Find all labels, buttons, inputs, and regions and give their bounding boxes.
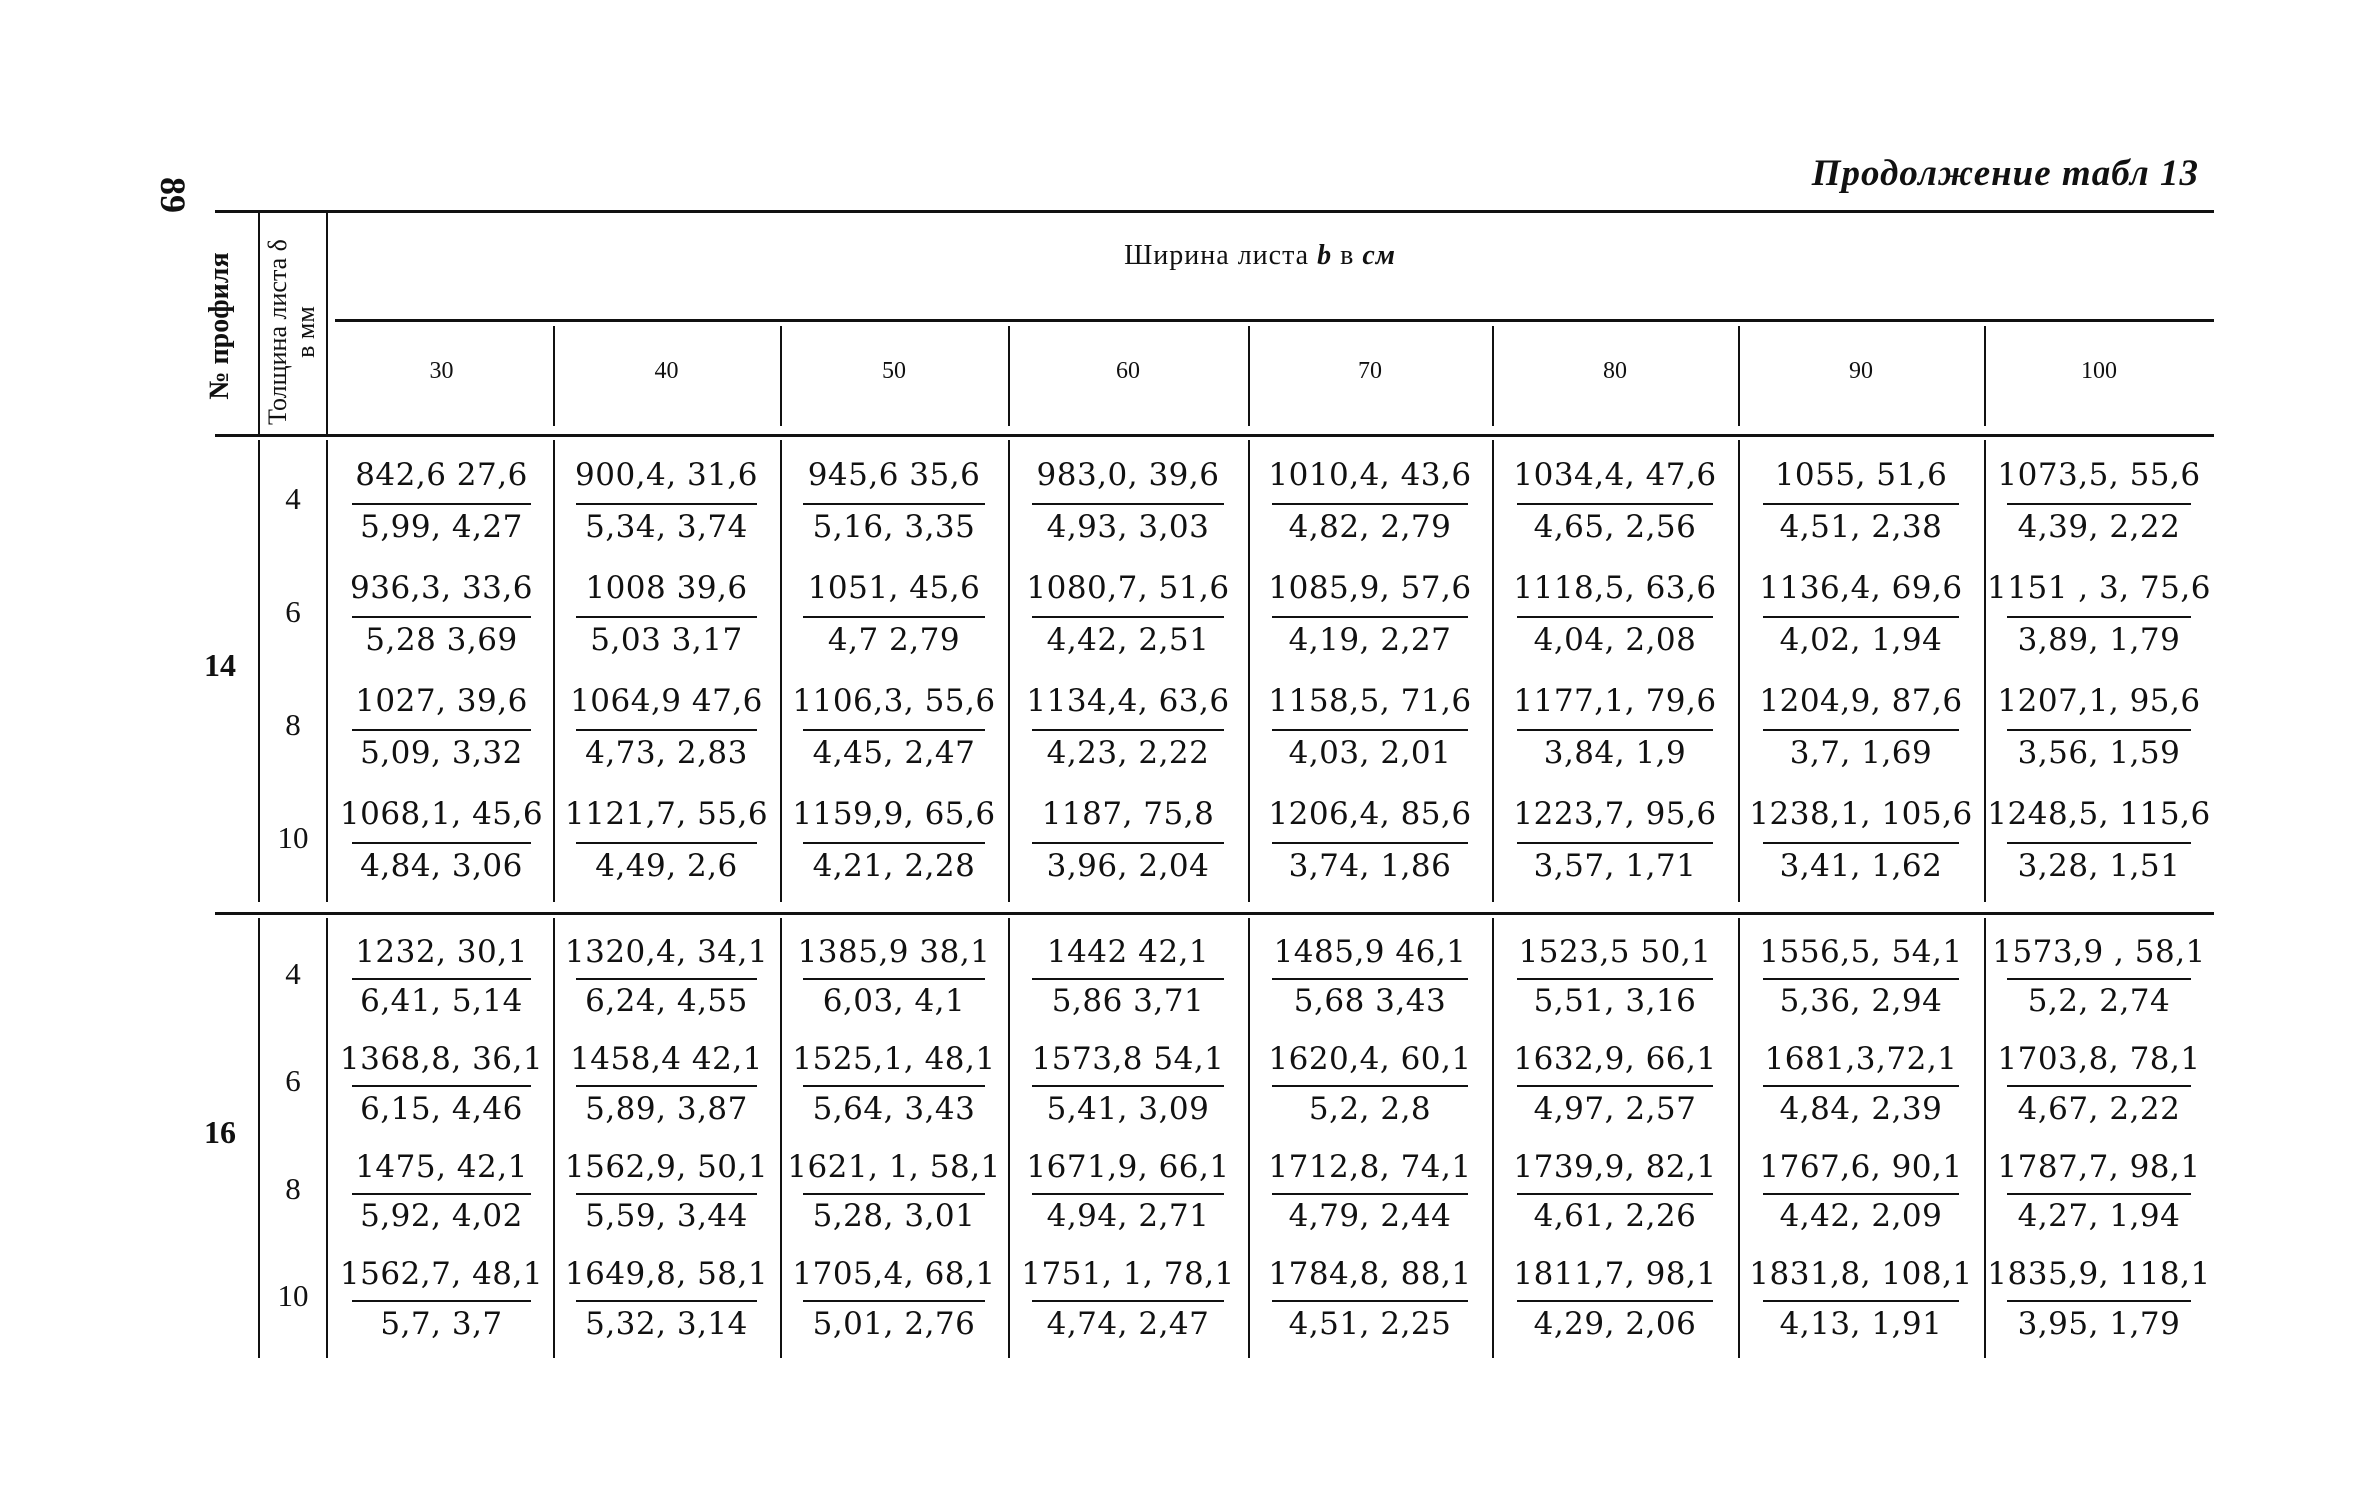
header-column-divider — [1248, 326, 1250, 426]
cell-denominator: 3,95, 1,79 — [2017, 1305, 2181, 1342]
cell-numerator: 1320,4, 34,1 — [564, 933, 769, 970]
column-header-70: 70 — [1358, 358, 1382, 384]
fraction-line — [1032, 1193, 1224, 1195]
table-cell — [1248, 1247, 1492, 1355]
fraction-line — [1272, 729, 1467, 731]
cell-denominator: 4,42, 2,51 — [1046, 621, 1210, 658]
cell-denominator: 5,64, 3,43 — [812, 1090, 976, 1127]
cell-numerator: 1811,7, 98,1 — [1513, 1256, 1717, 1293]
cell-numerator: 1523,5 50,1 — [1518, 933, 1712, 970]
cell-denominator: 5,68 3,43 — [1293, 983, 1447, 1020]
cell-numerator: 983,0, 39,6 — [1036, 456, 1220, 493]
cell-denominator: 5,01, 2,76 — [812, 1305, 976, 1342]
cell-denominator: 5,7, 3,7 — [380, 1305, 503, 1342]
table-cell — [330, 1032, 553, 1140]
fraction-line — [1517, 729, 1714, 731]
profile-header: № профиля — [204, 252, 235, 400]
cell-numerator: 1134,4, 63,6 — [1026, 682, 1230, 719]
table-cell — [553, 446, 780, 559]
cell-denominator: 4,73, 2,83 — [585, 734, 748, 771]
table-cell — [1984, 1247, 2214, 1355]
cell-denominator: 3,41, 1,62 — [1779, 847, 1943, 884]
fraction-line — [2007, 842, 2191, 844]
fraction-line — [352, 503, 530, 505]
fraction-line — [2007, 1085, 2191, 1087]
table-cell — [1984, 785, 2214, 898]
fraction-line — [576, 842, 758, 844]
fraction-line — [803, 616, 985, 618]
table-cell — [1248, 446, 1492, 559]
cell-denominator: 5,86 3,71 — [1051, 983, 1205, 1020]
table-cell — [1248, 924, 1492, 1032]
table-cell — [330, 446, 553, 559]
fraction-line — [2007, 503, 2191, 505]
cell-numerator: 1177,1, 79,6 — [1513, 682, 1717, 719]
cell-denominator: 3,7, 1,69 — [1789, 734, 1933, 771]
table-cell — [780, 1247, 1008, 1355]
fraction-line — [1032, 842, 1224, 844]
table-cell — [553, 924, 780, 1032]
cell-numerator: 900,4, 31,6 — [575, 456, 758, 493]
cell-denominator: 4,67, 2,22 — [2017, 1090, 2181, 1127]
table-cell — [1984, 672, 2214, 785]
fraction-line — [352, 616, 530, 618]
fraction-line — [1517, 616, 1714, 618]
thickness-value: 8 — [285, 706, 301, 742]
rule-header-bottom — [215, 434, 2214, 437]
header-column-divider — [1008, 326, 1010, 426]
fraction-line — [352, 1300, 530, 1302]
cell-numerator: 1121,7, 55,6 — [564, 795, 769, 832]
cell-denominator: 4,82, 2,79 — [1288, 508, 1452, 545]
fraction-line — [1763, 1300, 1960, 1302]
fraction-line — [352, 842, 530, 844]
cell-numerator: 1703,8, 78,1 — [1997, 1041, 2201, 1078]
table-cell — [1248, 559, 1492, 672]
cell-numerator: 1204,9, 87,6 — [1759, 682, 1963, 719]
table-cell — [1248, 1032, 1492, 1140]
fraction-line — [1032, 978, 1224, 980]
cell-denominator: 5,59, 3,44 — [585, 1198, 748, 1235]
cell-denominator: 4,42, 2,09 — [1779, 1198, 1943, 1235]
cell-numerator: 1106,3, 55,6 — [792, 682, 996, 719]
thickness-header: Толщина листа δ в мм — [263, 239, 320, 425]
table-cell — [1492, 924, 1738, 1032]
cell-numerator: 1442 42,1 — [1046, 933, 1210, 970]
profile-number: 14 — [204, 647, 236, 683]
cell-numerator: 1055, 51,6 — [1774, 456, 1948, 493]
fraction-line — [352, 1085, 530, 1087]
width-header-var: b — [1317, 240, 1333, 271]
cell-denominator: 4,74, 2,47 — [1046, 1305, 1210, 1342]
cell-numerator: 1621, 1, 58,1 — [787, 1148, 1001, 1185]
cell-denominator: 4,49, 2,6 — [595, 847, 738, 884]
table-cell — [1008, 924, 1248, 1032]
cell-denominator: 6,41, 5,14 — [360, 983, 523, 1020]
profile-number: 16 — [204, 1114, 236, 1150]
cell-numerator: 1068,1, 45,6 — [339, 795, 544, 832]
cell-numerator: 1562,7, 48,1 — [339, 1256, 544, 1293]
table-cell — [1248, 1139, 1492, 1247]
cell-denominator: 4,39, 2,22 — [2017, 508, 2181, 545]
table-cell — [553, 1247, 780, 1355]
cell-denominator: 5,92, 4,02 — [360, 1198, 523, 1235]
header-column-divider — [1492, 326, 1494, 426]
table-cell — [553, 1139, 780, 1247]
fraction-line — [1032, 1085, 1224, 1087]
cell-denominator: 4,79, 2,44 — [1288, 1198, 1452, 1235]
cell-numerator: 1562,9, 50,1 — [564, 1148, 769, 1185]
cell-denominator: 5,16, 3,35 — [812, 508, 976, 545]
cell-numerator: 1712,8, 74,1 — [1268, 1148, 1472, 1185]
width-header-text: Ширина листа — [1124, 240, 1318, 271]
cell-denominator: 4,03, 2,01 — [1288, 734, 1452, 771]
cell-denominator: 3,89, 1,79 — [2017, 621, 2181, 658]
cell-denominator: 4,23, 2,22 — [1046, 734, 1210, 771]
cell-denominator: 5,32, 3,14 — [585, 1305, 748, 1342]
table-cell — [1008, 559, 1248, 672]
fraction-line — [1032, 503, 1224, 505]
cell-numerator: 1649,8, 58,1 — [564, 1256, 769, 1293]
table-cell — [780, 446, 1008, 559]
cell-denominator: 4,45, 2,47 — [812, 734, 976, 771]
fraction-line — [576, 503, 758, 505]
table-cell — [1008, 446, 1248, 559]
thickness-value: 10 — [277, 1278, 309, 1314]
cell-denominator: 5,2, 2,8 — [1308, 1090, 1432, 1127]
table-cell — [1738, 785, 1984, 898]
table-cell — [330, 1247, 553, 1355]
fraction-line — [576, 729, 758, 731]
fraction-line — [1272, 842, 1467, 844]
table-cell — [780, 785, 1008, 898]
table-cell — [1738, 559, 1984, 672]
fraction-line — [1763, 729, 1960, 731]
fraction-line — [1763, 978, 1960, 980]
cell-numerator: 936,3, 33,6 — [350, 569, 533, 606]
fraction-line — [1272, 503, 1467, 505]
fraction-line — [1517, 842, 1714, 844]
cell-denominator: 3,56, 1,59 — [2017, 734, 2181, 771]
cell-numerator: 1080,7, 51,6 — [1026, 569, 1230, 606]
cell-numerator: 842,6 27,6 — [355, 456, 528, 493]
fraction-line — [803, 842, 985, 844]
cell-denominator: 4,84, 2,39 — [1779, 1090, 1943, 1127]
cell-numerator: 1136,4, 69,6 — [1759, 569, 1963, 606]
table-cell — [1738, 1139, 1984, 1247]
thickness-value: 6 — [285, 1063, 301, 1099]
cell-numerator: 1573,8 54,1 — [1031, 1041, 1225, 1078]
cell-numerator: 1248,5, 115,6 — [1987, 795, 2211, 832]
table-cell — [1008, 1139, 1248, 1247]
table-cell — [1008, 1032, 1248, 1140]
cell-numerator: 1671,9, 66,1 — [1026, 1148, 1230, 1185]
table-cell — [780, 672, 1008, 785]
cell-numerator: 1010,4, 43,6 — [1268, 456, 1472, 493]
table-cell — [553, 672, 780, 785]
cell-numerator: 1751, 1, 78,1 — [1021, 1256, 1235, 1293]
table-caption: Продолжение табл 13 — [1811, 153, 2199, 194]
table-cell — [330, 672, 553, 785]
fraction-line — [1032, 1300, 1224, 1302]
width-header-unit: см — [1362, 240, 1396, 271]
rule-width-sub — [335, 319, 2214, 322]
cell-numerator: 1458,4 42,1 — [570, 1041, 763, 1078]
table-cell — [1008, 672, 1248, 785]
cell-denominator: 4,61, 2,26 — [1533, 1198, 1697, 1235]
fraction-line — [803, 1300, 985, 1302]
table-cell — [330, 785, 553, 898]
cell-numerator: 1034,4, 47,6 — [1513, 456, 1717, 493]
cell-numerator: 1051, 45,6 — [807, 569, 981, 606]
table-cell — [1492, 785, 1738, 898]
header-column-divider — [1984, 326, 1986, 426]
width-header-in: в — [1332, 240, 1363, 271]
fraction-line — [1763, 842, 1960, 844]
table-cell — [1492, 446, 1738, 559]
table-cell — [1738, 446, 1984, 559]
table-cell — [1248, 785, 1492, 898]
page-number: 89 — [153, 177, 193, 213]
fraction-line — [1517, 1085, 1714, 1087]
cell-denominator: 5,99, 4,27 — [360, 508, 523, 545]
cell-numerator: 1739,9, 82,1 — [1513, 1148, 1717, 1185]
table-cell — [1738, 672, 1984, 785]
column-header-50: 50 — [882, 358, 906, 384]
cell-numerator: 1027, 39,6 — [355, 682, 528, 719]
thickness-value: 10 — [277, 819, 309, 855]
fraction-line — [576, 1193, 758, 1195]
cell-denominator: 4,29, 2,06 — [1533, 1305, 1697, 1342]
cell-denominator: 4,65, 2,56 — [1533, 508, 1697, 545]
cell-denominator: 3,84, 1,9 — [1543, 734, 1687, 771]
table-cell — [1492, 1139, 1738, 1247]
width-header — [330, 240, 2190, 272]
cell-denominator: 4,94, 2,71 — [1046, 1198, 1210, 1235]
fraction-line — [1517, 1193, 1714, 1195]
cell-denominator: 4,27, 1,94 — [2017, 1198, 2181, 1235]
cell-denominator: 5,89, 3,87 — [585, 1090, 748, 1127]
cell-numerator: 1158,5, 71,6 — [1268, 682, 1472, 719]
fraction-line — [1272, 616, 1467, 618]
table-cell — [553, 785, 780, 898]
thickness-value: 4 — [285, 955, 301, 991]
cell-numerator: 1207,1, 95,6 — [1997, 682, 2201, 719]
cell-numerator: 1681,3,72,1 — [1764, 1041, 1958, 1078]
cell-denominator: 4,04, 2,08 — [1533, 621, 1697, 658]
header-column-divider — [1738, 326, 1740, 426]
cell-denominator: 5,28 3,69 — [365, 621, 518, 658]
table-cell — [780, 559, 1008, 672]
table-cell — [1492, 1247, 1738, 1355]
cell-numerator: 1118,5, 63,6 — [1513, 569, 1717, 606]
cell-numerator: 1206,4, 85,6 — [1268, 795, 1472, 832]
cell-numerator: 1787,7, 98,1 — [1997, 1148, 2201, 1185]
cell-denominator: 3,57, 1,71 — [1533, 847, 1697, 884]
table-cell — [553, 1032, 780, 1140]
header-column-divider — [780, 326, 782, 426]
cell-numerator: 1159,9, 65,6 — [792, 795, 996, 832]
column-header-30: 30 — [429, 358, 454, 384]
table-cell — [1492, 1032, 1738, 1140]
cell-numerator: 1705,4, 68,1 — [792, 1256, 996, 1293]
thickness-value: 4 — [285, 480, 301, 516]
cell-denominator: 4,7 2,79 — [827, 621, 961, 658]
cell-denominator: 4,97, 2,57 — [1533, 1090, 1697, 1127]
cell-denominator: 6,03, 4,1 — [822, 983, 966, 1020]
cell-numerator: 1187, 75,8 — [1041, 795, 1215, 832]
column-header-40: 40 — [654, 358, 679, 384]
table-cell — [780, 1139, 1008, 1247]
fraction-line — [352, 978, 530, 980]
fraction-line — [2007, 729, 2191, 731]
rule-top — [215, 210, 2214, 213]
table-cell — [553, 559, 780, 672]
cell-numerator: 1784,8, 88,1 — [1268, 1256, 1472, 1293]
fraction-line — [1272, 978, 1467, 980]
cell-numerator: 1151 , 3, 75,6 — [1987, 569, 2211, 606]
fraction-line — [2007, 978, 2191, 980]
cell-denominator: 4,21, 2,28 — [812, 847, 976, 884]
cell-numerator: 1238,1, 105,6 — [1749, 795, 1973, 832]
cell-numerator: 1835,9, 118,1 — [1987, 1256, 2211, 1293]
header-vrule-thickness — [326, 213, 328, 435]
cell-numerator: 1085,9, 57,6 — [1268, 569, 1472, 606]
column-header-90: 90 — [1849, 358, 1873, 384]
cell-denominator: 5,03 3,17 — [590, 621, 743, 658]
fraction-line — [1763, 616, 1960, 618]
table-cell — [1248, 672, 1492, 785]
cell-numerator: 1556,5, 54,1 — [1759, 933, 1963, 970]
table-cell — [1008, 1247, 1248, 1355]
cell-numerator: 1008 39,6 — [585, 569, 748, 606]
column-header-80: 80 — [1603, 358, 1627, 384]
cell-denominator: 5,36, 2,94 — [1779, 983, 1943, 1020]
table-cell — [1492, 672, 1738, 785]
cell-denominator: 3,28, 1,51 — [2017, 847, 2181, 884]
fraction-line — [1032, 729, 1224, 731]
cell-denominator: 4,51, 2,25 — [1288, 1305, 1452, 1342]
column-header-60: 60 — [1116, 358, 1140, 384]
table-cell — [1738, 1247, 1984, 1355]
table-cell — [1738, 1032, 1984, 1140]
fraction-line — [803, 978, 985, 980]
fraction-line — [803, 729, 985, 731]
cell-numerator: 1064,9 47,6 — [570, 682, 763, 719]
column-header-100: 100 — [2081, 358, 2117, 384]
table-cell — [330, 559, 553, 672]
table-cell — [1984, 446, 2214, 559]
fraction-line — [1272, 1300, 1467, 1302]
cell-numerator: 1573,9 , 58,1 — [1992, 933, 2206, 970]
table-cell — [1008, 785, 1248, 898]
fraction-line — [576, 978, 758, 980]
fraction-line — [803, 1085, 985, 1087]
cell-numerator: 1525,1, 48,1 — [792, 1041, 996, 1078]
fraction-line — [576, 1300, 758, 1302]
table-cell — [330, 1139, 553, 1247]
table-cell — [780, 1032, 1008, 1140]
fraction-line — [1763, 1085, 1960, 1087]
cell-numerator: 1232, 30,1 — [355, 933, 528, 970]
cell-numerator: 1223,7, 95,6 — [1513, 795, 1717, 832]
fraction-line — [1763, 1193, 1960, 1195]
fraction-line — [1272, 1085, 1467, 1087]
rule-group-sep — [215, 912, 2214, 915]
fraction-line — [352, 729, 530, 731]
fraction-line — [1763, 503, 1960, 505]
cell-numerator: 1485,9 46,1 — [1273, 933, 1467, 970]
cell-denominator: 4,51, 2,38 — [1779, 508, 1943, 545]
fraction-line — [576, 616, 758, 618]
cell-numerator: 1620,4, 60,1 — [1268, 1041, 1472, 1078]
cell-denominator: 5,51, 3,16 — [1533, 983, 1697, 1020]
cell-denominator: 5,09, 3,32 — [360, 734, 523, 771]
fraction-line — [803, 1193, 985, 1195]
fraction-line — [2007, 1193, 2191, 1195]
thickness-value: 8 — [285, 1170, 301, 1206]
cell-numerator: 1385,9 38,1 — [797, 933, 991, 970]
fraction-line — [352, 1193, 530, 1195]
header-column-divider — [553, 326, 555, 426]
cell-numerator: 1831,8, 108,1 — [1749, 1256, 1973, 1293]
cell-denominator: 4,13, 1,91 — [1779, 1305, 1943, 1342]
fraction-line — [1032, 616, 1224, 618]
cell-denominator: 4,84, 3,06 — [360, 847, 523, 884]
fraction-line — [2007, 1300, 2191, 1302]
cell-denominator: 6,24, 4,55 — [585, 983, 748, 1020]
table-cell — [330, 924, 553, 1032]
table-cell — [1492, 559, 1738, 672]
cell-numerator: 945,6 35,6 — [807, 456, 981, 493]
cell-numerator: 1475, 42,1 — [355, 1148, 528, 1185]
cell-numerator: 1632,9, 66,1 — [1513, 1041, 1717, 1078]
cell-numerator: 1073,5, 55,6 — [1997, 456, 2201, 493]
table-cell — [1984, 1139, 2214, 1247]
cell-numerator: 1368,8, 36,1 — [339, 1041, 544, 1078]
header-vrule-profile — [258, 213, 260, 435]
table-cell — [1738, 924, 1984, 1032]
cell-denominator: 3,74, 1,86 — [1288, 847, 1452, 884]
cell-denominator: 4,02, 1,94 — [1779, 621, 1943, 658]
fraction-line — [2007, 616, 2191, 618]
cell-numerator: 1767,6, 90,1 — [1759, 1148, 1963, 1185]
fraction-line — [1272, 1193, 1467, 1195]
fraction-line — [1517, 978, 1714, 980]
cell-denominator: 3,96, 2,04 — [1046, 847, 1210, 884]
table-cell — [1984, 559, 2214, 672]
table-cell — [780, 924, 1008, 1032]
cell-denominator: 5,34, 3,74 — [585, 508, 748, 545]
table-cell — [1984, 924, 2214, 1032]
fraction-line — [576, 1085, 758, 1087]
fraction-line — [803, 503, 985, 505]
cell-denominator: 5,2, 2,74 — [2027, 983, 2171, 1020]
cell-denominator: 4,93, 3,03 — [1046, 508, 1210, 545]
cell-denominator: 4,19, 2,27 — [1288, 621, 1452, 658]
fraction-line — [1517, 1300, 1714, 1302]
cell-denominator: 5,41, 3,09 — [1046, 1090, 1210, 1127]
thickness-value: 6 — [285, 593, 301, 629]
table-cell — [1984, 1032, 2214, 1140]
fraction-line — [1517, 503, 1714, 505]
cell-denominator: 5,28, 3,01 — [812, 1198, 976, 1235]
cell-denominator: 6,15, 4,46 — [360, 1090, 523, 1127]
